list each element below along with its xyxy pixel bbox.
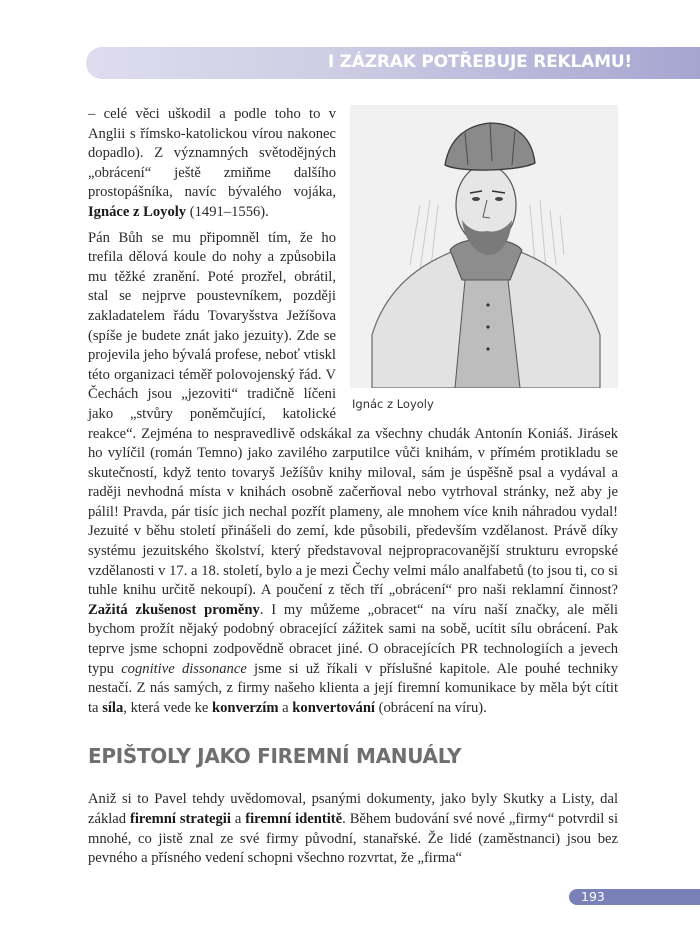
emphasis-bold: firemní strategii <box>130 811 231 827</box>
figure-caption: Ignác z Loyoly <box>352 397 434 411</box>
running-header-title: I ZÁZRAK POTŘEBUJE REKLAMU! <box>327 52 632 72</box>
portrait-image <box>350 105 618 388</box>
portrait-drawing-icon <box>350 105 618 388</box>
emphasis-bold: Ignáce z Loyoly <box>88 203 187 220</box>
section-heading: EPIŠTOLY JAKO FIREMNÍ MANUÁLY <box>88 744 462 769</box>
emphasis-italic: cognitive dissonance <box>121 660 247 677</box>
emphasis-bold: firemní identitě <box>245 811 343 827</box>
emphasis-bold: konvertování <box>292 699 375 716</box>
paragraph-1: – celé věci uškodil a podle toho to v Anglii s římsko-katolickou vírou nakonec dopadlo). Z významných světodějných „obrácení“ ještě zmiňme dalšího prostopášníka, navíc bývalého vojáka, Ignáce z Loyoly (1491–1556). <box>88 106 336 220</box>
paragraph-2: Pán Bůh se mu připomněl tím, že ho trefila dělová koule do nohy a způsobila mu těžké zranění. Poté prozřel, obrátil, stal se nejprve poustevníkem, později zakladatelem řádu Tovaryšstva Ježíšova (spíše je budete znát jako jezuity). Zde se projevila jeho bývalá profese, neboť vtiskl této organizaci téměř polovojenský řád. V Čechách jsou „jezoviti“ tradičně líčeni jako „stvůry poněmčující, katolické reakce“. Zejména to nespravedlivě odskákal za všechny chudák Antonín Koniáš. Jirásek ho vylíčil (román Temno) jako zavilého zarputilce vůči knihám, v přímém protikladu se skutečností, když tento tovaryš Ježíšův knihy miloval, sám je úspěšně psal a vydával a raději nevhodná místa v knihách osobně začerňoval nebo vytrhoval stránky, než aby je pálil! Pravda, pár tisíc jich nechal pozřít plameny, ale mnohem více knih náhradou vydal! Jezuité v běhu století přinášeli do zemí, kde působili, především vzdělanost. Právě díky systému jezuitského školství, který představoval nejpropracovanější strukturu evropské vzdělanosti v 17. a 18. století, bylo a je mezi Čechy velmi málo analfabetů (to jsou ti, co si tuhle knihu určitě nekoupí). A poučení z těch tří „obrácení“ pro naši reklamní činnost? Zažitá zkušenost proměny. I my můžeme „obracet“ na víru naší značky, ale měli bychom prožít nějaký podobný obracející zážitek sami na sobě, ucítit sílu obrácení. Pak teprve jsme schopni zodpovědně obracet jiné. O obracejících PR technologiích a jevech typu cognitive dissonance jsme si už říkali v příslušné kapitole. Ale pouhé techniky nestačí. Z nás samých, z firmy našeho klienta a její firemní komunikace by měla být cítit ta síla, která vede ke konverzím a konvertování (obrácení na víru). <box>88 229 619 716</box>
emphasis-bold: konverzím <box>212 699 279 716</box>
section-paragraph-1: Aniž si to Pavel tehdy uvědomoval, psanými dokumenty, jako byly Skutky a Listy, dal základ firemní strategii a firemní identitě. Během budování své nové „firmy“ potvrdil si mnohé, co jistě znal ze své firmy původní, stanařské. Že lidé (zaměstnanci) jsou bez pevného a přísného vedení schopni všechno rozvrtat, že „firma“ <box>88 791 619 867</box>
emphasis-bold: síla <box>102 699 124 716</box>
figure-portrait <box>350 105 618 411</box>
page-number-tab <box>569 889 700 905</box>
page-number: 193 <box>581 889 605 904</box>
running-header-banner <box>86 47 700 79</box>
emphasis-bold: Zažitá zkušenost proměny <box>88 601 260 618</box>
page-content <box>88 105 618 875</box>
